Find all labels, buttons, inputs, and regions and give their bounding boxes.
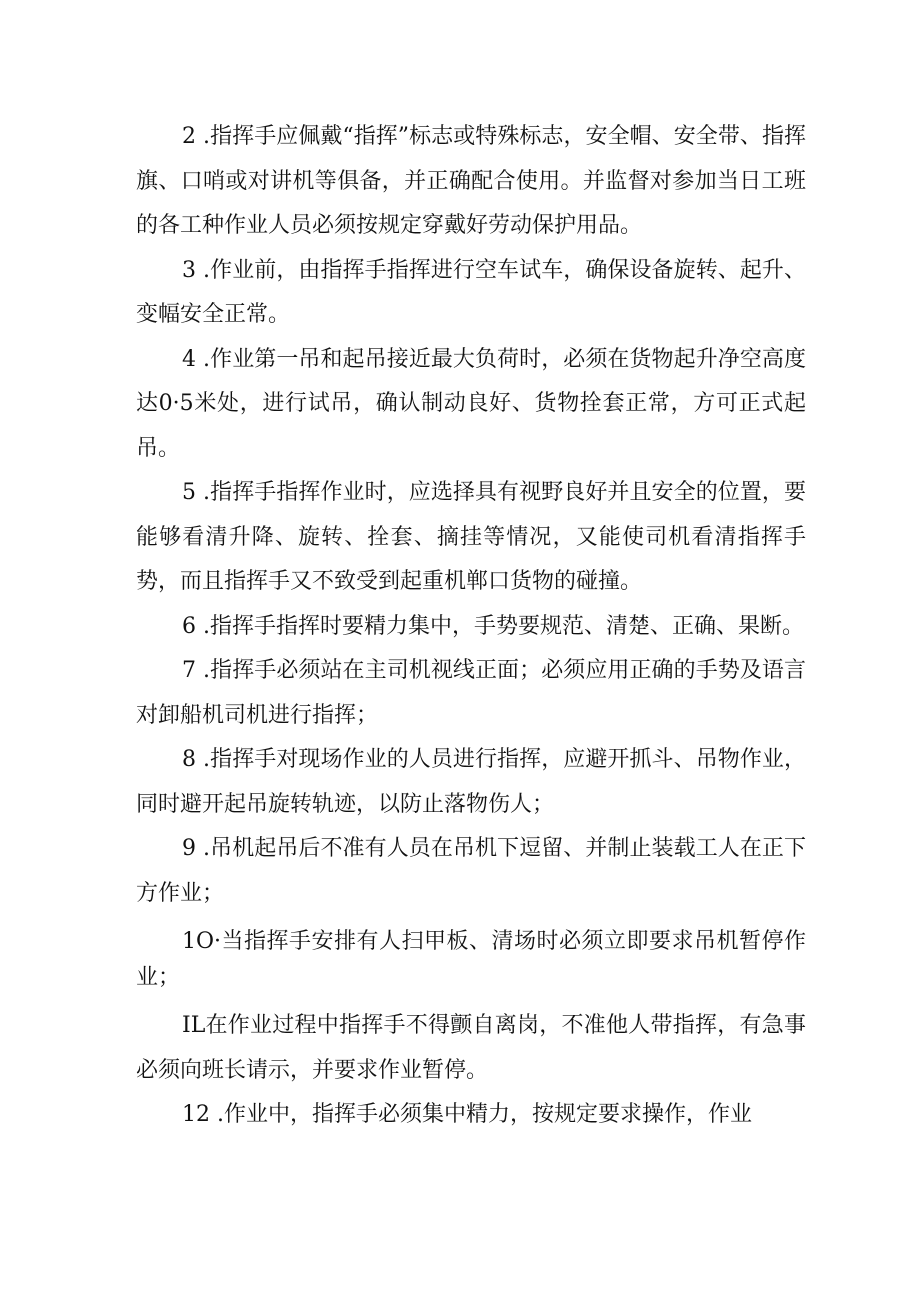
paragraph-item-10: 1O·当指挥手安排有人扫甲板、清场时必须立即要求吊机暂停作业； [136,929,806,990]
paragraph-item-12: 12 .作业中，指挥手必须集中精力，按规定要求操作，作业 [182,1102,752,1127]
paragraph-item-2: 2 .指挥手应佩戴“指挥”标志或特殊标志，安全帽、安全带、指挥旗、口哨或对讲机等俱备，并正确配合使用。并监督对参加当日工班的各工种作业人员必须按规定穿戴好劳动保护用品。 [136,124,806,238]
paragraph-item-3: 3 .作业前，由指挥手指挥进行空车试车，确保设备旋转、起升、变幅安全正常。 [136,257,806,327]
paragraph-item-4: 4 .作业第一吊和起吊接近最大负荷时，必须在货物起升净空高度达0·5米处，进行试吊，确认制动良好、货物拴套正常，方可正式起吊。 [136,346,806,461]
paragraph-item-7: 7 .指挥手必须站在主司机视线正面；必须应用正确的手势及语言对卸船机司机进行指挥； [136,658,806,728]
paragraph-item-6: 6 .指挥手指挥时要精力集中，手势要规范、清楚、正确、果断。 [182,613,804,639]
paragraph-item-9: 9 .吊机起吊后不准有人员在吊机下逗留、并制止装载工人在正下方作业； [136,836,806,906]
paragraph-item-5: 5 .指挥手指挥作业时，应选择具有视野良好并且安全的位置，要能够看清升降、旋转、拴套、摘挂等情况，又能使司机看清指挥手势，而且指挥手又不致受到起重机郸口货物的碰撞。 [136,480,806,594]
paragraph-item-8: 8 .指挥手对现场作业的人员进行指挥，应避开抓斗、吊物作业，同时避开起吊旋转轨迹，以防止落物伤人； [136,747,806,817]
paragraph-item-11: IL在作业过程中指挥手不得颤自离岗，不准他人带指挥，有急事必须向班长请示，并要求作业暂停。 [136,1013,806,1083]
document-body [136,115,806,1138]
